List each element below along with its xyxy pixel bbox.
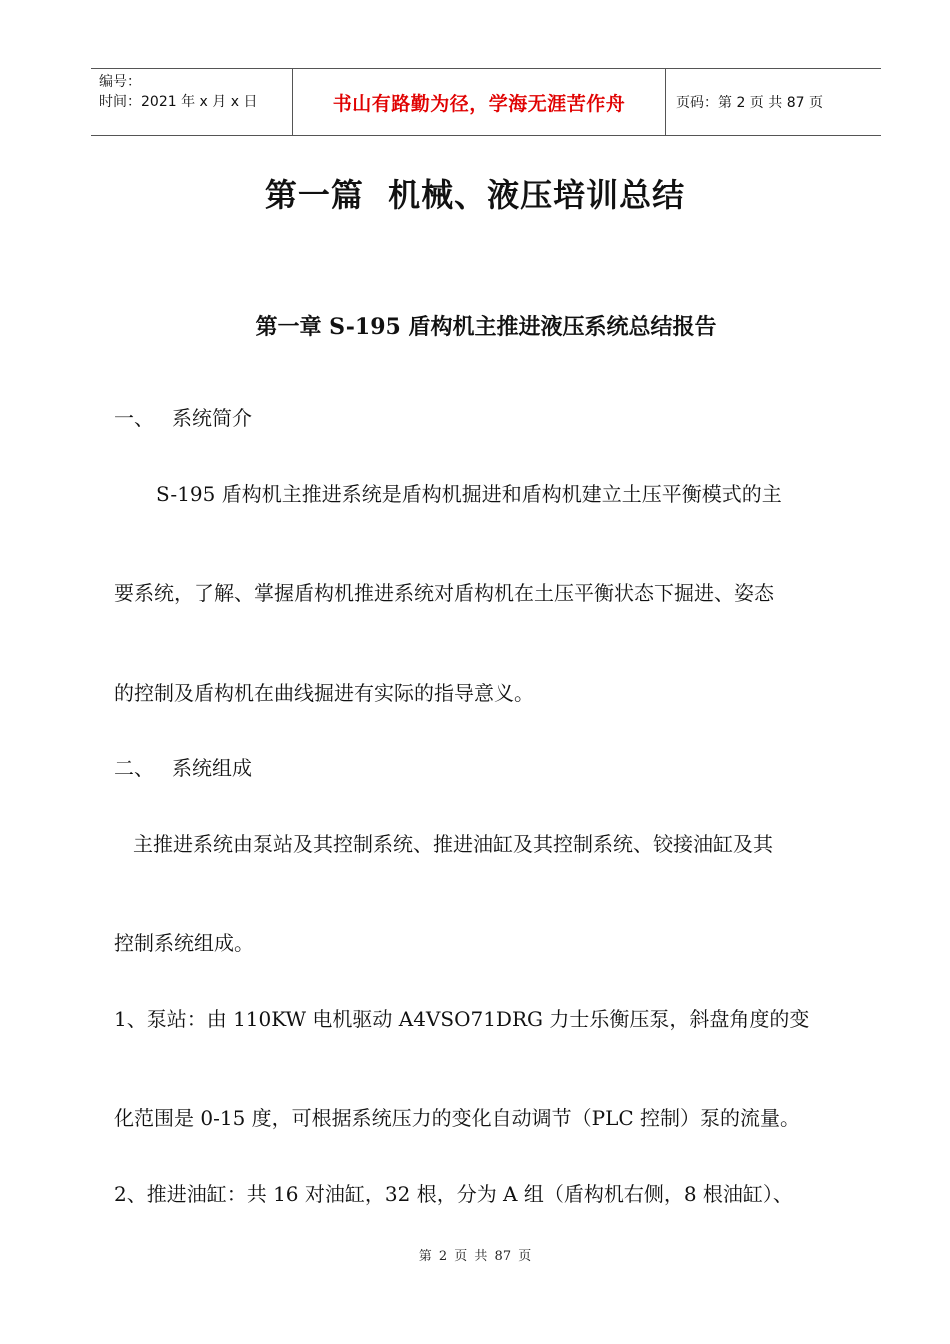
part-title: 第一篇 机械、液压培训总结	[264, 176, 686, 214]
header-meta	[91, 69, 293, 135]
page-footer: 第 2 页 共 87 页	[418, 1249, 532, 1264]
page-header	[91, 68, 881, 136]
list-item-line: 化范围是 0-15 度，可根据系统压力的变化自动调节（PLC 控制）泵的流量。	[114, 1106, 801, 1130]
header-motto: 书山有路勤为径，学海无涯苦作舟	[293, 69, 666, 135]
paragraph-line: 主推进系统由泵站及其控制系统、推进油缸及其控制系统、铰接油缸及其	[133, 832, 773, 856]
section-number: 二、	[114, 756, 154, 780]
section-title: 系统组成	[172, 756, 252, 780]
section-heading-composition	[114, 754, 252, 782]
header-page-info: 页码：第 2 页 共 87 页	[676, 95, 823, 111]
paragraph-line: 控制系统组成。	[114, 931, 254, 955]
list-item-line: 2、推进油缸：共 16 对油缸，32 根，分为 A 组（盾构机右侧，8 根油缸）、	[114, 1182, 793, 1206]
paragraph-line: 要系统，了解、掌握盾构机推进系统对盾构机在土压平衡状态下掘进、姿态	[114, 581, 774, 605]
section-number: 一、	[114, 406, 154, 430]
document-time: 时间：2021 年 x 月 x 日	[99, 94, 258, 110]
paragraph-line: 的控制及盾构机在曲线掘进有实际的指导意义。	[114, 681, 534, 705]
paragraph-line: S-195 盾构机主推进系统是盾构机掘进和盾构机建立土压平衡模式的主	[156, 482, 782, 506]
section-heading-intro	[114, 404, 252, 432]
section-title: 系统简介	[172, 406, 252, 430]
document-code: 编号：	[99, 74, 141, 90]
list-item-line: 1、泵站：由 110KW 电机驱动 A4VSO71DRG 力士乐衡压泵，斜盘角度的变	[114, 1007, 810, 1031]
chapter-title: 第一章 S-195 盾构机主推进液压系统总结报告	[255, 314, 717, 340]
